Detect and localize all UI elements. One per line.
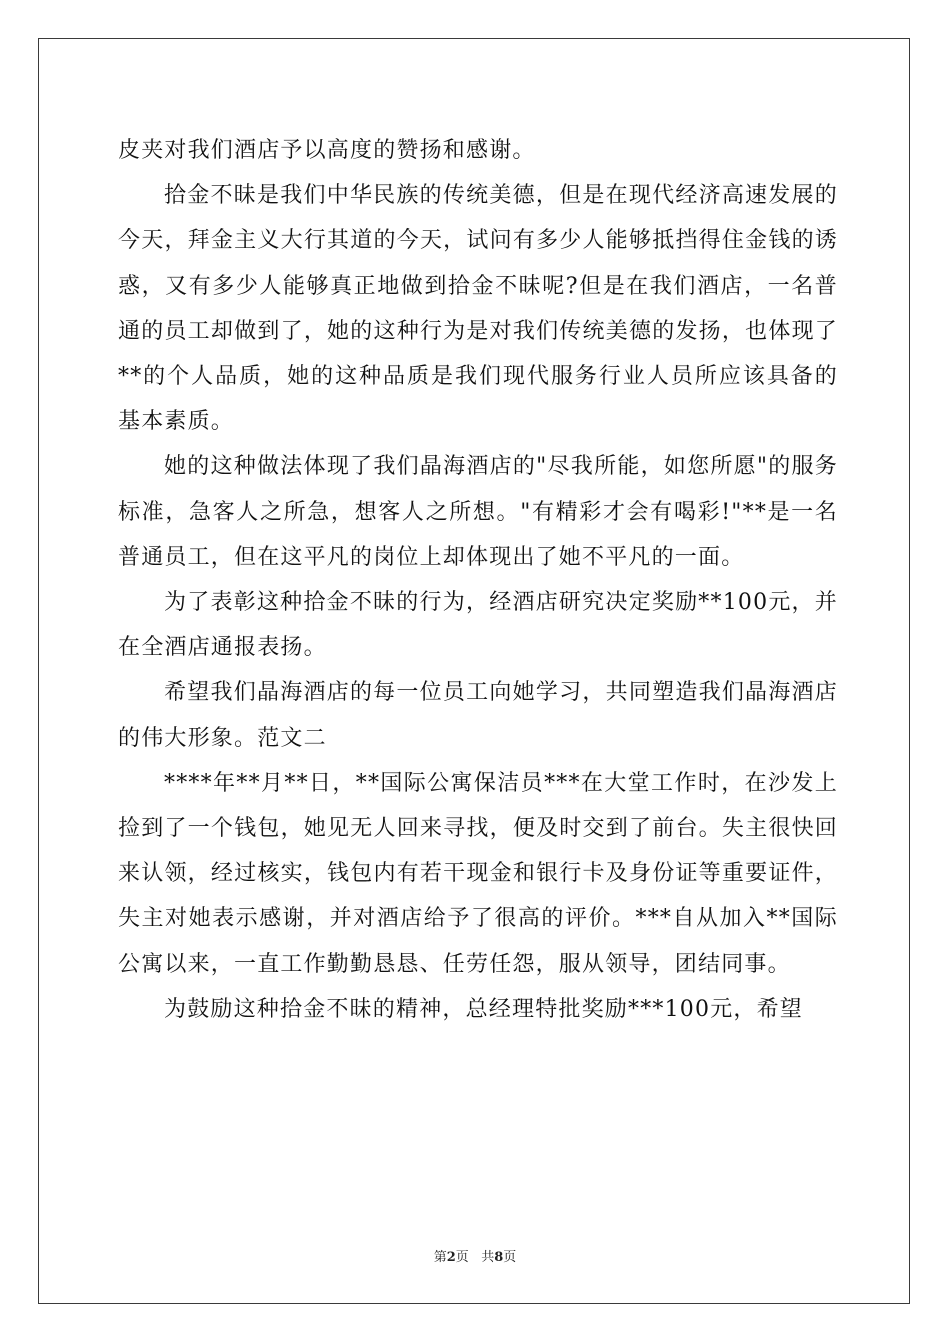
page-footer	[0, 1246, 950, 1265]
paragraph: 拾金不昧是我们中华民族的传统美德，但是在现代经济高速发展的今天，拜金主义大行其道的今天，试问有多少人能够抵挡得住金钱的诱惑，又有多少人能够真正地做到拾金不昧呢?但是在我们酒店，一名普通的员工却做到了，她的这种行为是对我们传统美德的发扬，也体现了**的个人品质，她的这种品质是我们现代服务行业人员所应该具备的基本素质。	[118, 183, 838, 435]
document-body	[118, 128, 838, 1032]
current-page-number: 2	[446, 1250, 456, 1265]
footer-page-suffix: 页	[455, 1250, 469, 1265]
paragraph: 她的这种做法体现了我们晶海酒店的"尽我所能，如您所愿"的服务标准，急客人之所急，想客人之所想。"有精彩才会有喝彩!"**是一名普通员工，但在这平凡的岗位上却体现出了她不平凡的一面。	[118, 454, 838, 570]
footer-page-prefix: 第	[433, 1250, 447, 1265]
paragraph: 为了表彰这种拾金不昧的行为，经酒店研究决定奖励**100元，并在全酒店通报表扬。	[118, 590, 838, 661]
footer-total-prefix: 共	[481, 1250, 495, 1265]
paragraph: ****年**月**日，**国际公寓保洁员***在大堂工作时，在沙发上捡到了一个钱包，她见无人回来寻找，便及时交到了前台。失主很快回来认领，经过核实，钱包内有若干现金和银行卡及身份证等重要证件，失主对她表示感谢，并对酒店给予了很高的评价。***自从加入**国际公寓以来，一直工作勤勤恳恳、任劳任怨，服从领导，团结同事。	[118, 770, 838, 977]
footer-total-suffix: 页	[503, 1250, 517, 1265]
paragraph: 希望我们晶海酒店的每一位员工向她学习，共同塑造我们晶海酒店的伟大形象。范文二	[118, 680, 838, 751]
total-page-count: 8	[494, 1250, 504, 1265]
paragraph: 皮夹对我们酒店予以高度的赞扬和感谢。	[118, 138, 536, 163]
paragraph: 为鼓励这种拾金不昧的精神，总经理特批奖励***100元，希望	[164, 996, 803, 1022]
